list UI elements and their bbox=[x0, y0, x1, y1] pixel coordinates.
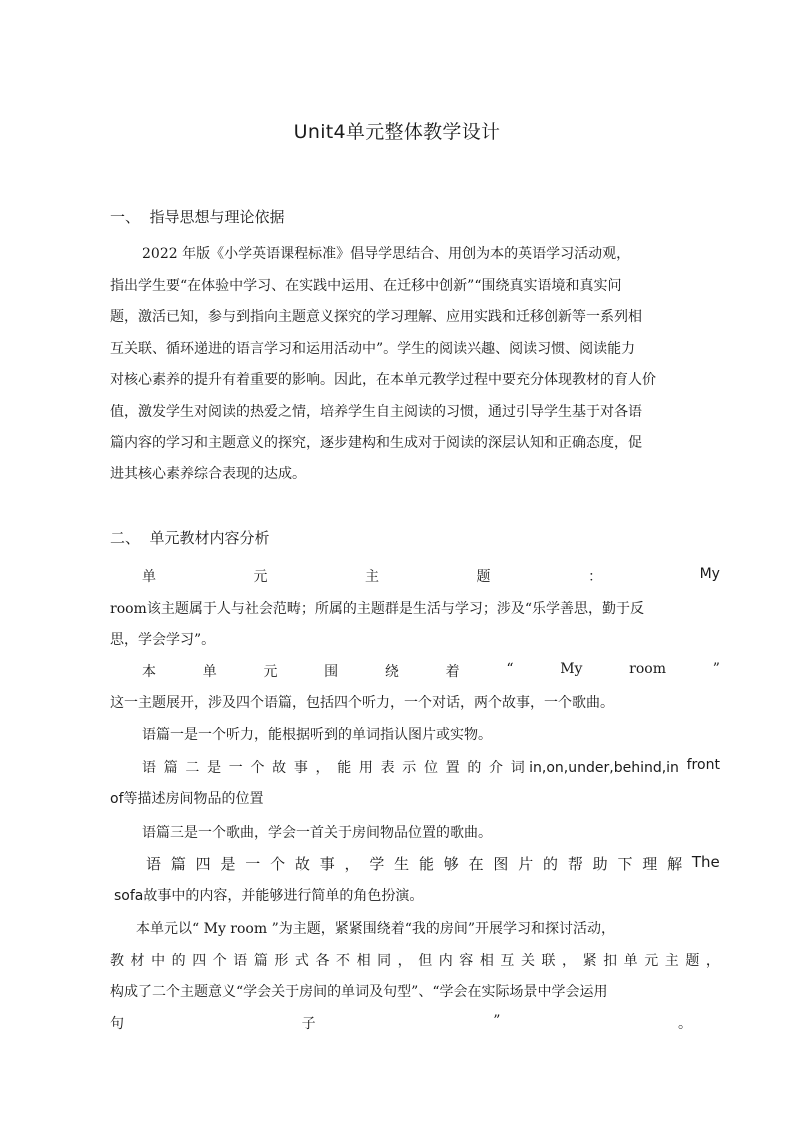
text-fragment: 的 bbox=[171, 953, 186, 969]
text-fragment: 单 bbox=[623, 953, 638, 969]
text-fragment: 学 bbox=[369, 855, 385, 873]
text-fragment: 句 bbox=[110, 1016, 124, 1032]
text-fragment: 着 bbox=[445, 664, 460, 680]
text-fragment: 用 bbox=[358, 760, 373, 776]
text-fragment: 内 bbox=[438, 953, 453, 969]
text-fragment: 四 bbox=[192, 953, 207, 969]
text-fragment: 助 bbox=[592, 855, 608, 873]
text-fragment: front bbox=[686, 757, 720, 773]
text-fragment: 介 bbox=[489, 760, 503, 776]
text-fragment: 能 bbox=[418, 855, 434, 873]
text-fragment: 帮 bbox=[567, 855, 583, 873]
justified-line-text4 bbox=[146, 853, 720, 874]
text-fragment: ： bbox=[588, 569, 603, 585]
text-fragment: “ bbox=[506, 661, 514, 677]
text-fragment: 置 bbox=[445, 760, 460, 776]
paragraph-line: 互关联、循环递进的语言学习和运用活动中”。学生的阅读兴趣、阅读习惯、阅读能力 bbox=[110, 341, 636, 357]
text-fragment: 元 bbox=[644, 953, 659, 969]
text-fragment: 一 bbox=[245, 855, 261, 873]
text-fragment: 中 bbox=[151, 953, 166, 969]
paragraph-line: 值，激发学生对阅读的热爱之情，培养学生自主阅读的习惯，通过引导学生基于对各语 bbox=[110, 404, 642, 420]
text-fragment: 语 bbox=[146, 855, 162, 873]
paragraph-line: 指出学生要“在体验中学习、在实践中运用、在迁移中创新”“围绕真实语境和真实问 bbox=[110, 278, 622, 294]
justified-line-around bbox=[142, 661, 720, 681]
paragraph-line: 题，激活已知，参与到指向主题意义探究的学习理解、应用实践和迁移创新等一系列相 bbox=[110, 309, 642, 325]
text-fragment: 是 bbox=[220, 855, 236, 873]
text-fragment: My bbox=[699, 566, 720, 582]
text-fragment: 词 in,on,under,behind,in bbox=[510, 760, 679, 776]
paragraph-line: 构成了二个主题意义“学会关于房间的单词及句型”、“学会在实际场景中学会运用 bbox=[110, 984, 608, 1000]
text-fragment: 篇 bbox=[253, 953, 268, 969]
text-fragment: room bbox=[629, 661, 666, 677]
text-fragment: 元 bbox=[263, 664, 278, 680]
text-fragment: ” bbox=[712, 661, 720, 677]
text-fragment: 是 bbox=[207, 760, 222, 776]
paragraph-line: 这一主题展开，涉及四个语篇，包括四个听力，一个对话，两个故事，一个歌曲。 bbox=[110, 695, 614, 711]
text-fragment: 单 bbox=[202, 664, 217, 680]
text-fragment: 表 bbox=[380, 760, 395, 776]
paragraph-line: room该主题属于人与社会范畴；所属的主题群是生活与学习；涉及“乐学善思，勤于反 bbox=[110, 601, 644, 617]
text-fragment: 篇 bbox=[163, 760, 178, 776]
text-fragment: ， bbox=[562, 953, 577, 969]
text-fragment: 位 bbox=[423, 760, 438, 776]
justified-line-summary4 bbox=[110, 1013, 692, 1033]
text-fragment: 相 bbox=[479, 953, 494, 969]
text-fragment: 理 bbox=[642, 855, 658, 873]
text-fragment: 主 bbox=[365, 569, 380, 585]
text-fragment: 解 bbox=[667, 855, 683, 873]
text-fragment: 形 bbox=[274, 953, 289, 969]
text-fragment: 联 bbox=[541, 953, 556, 969]
text-fragment: 语 bbox=[142, 760, 156, 776]
text-fragment: 的 bbox=[467, 760, 482, 776]
text-fragment: 同 bbox=[377, 953, 392, 969]
paragraph-line: 语篇三是一个歌曲，学会一首关于房间物品位置的歌曲。 bbox=[142, 825, 492, 841]
justified-line-text2 bbox=[142, 757, 720, 777]
paragraph-line: 篇内容的学习和主题意义的探究，逐步建构和生成对于阅读的深层认知和正确态度，促 bbox=[110, 435, 642, 451]
text-fragment: 不 bbox=[336, 953, 351, 969]
text-fragment: 生 bbox=[394, 855, 410, 873]
paragraph-line: 2022 年版《小学英语课程标准》倡导学思结合、用创为本的英语学习活动观， bbox=[142, 246, 631, 262]
text-fragment: My bbox=[560, 661, 583, 677]
justified-line-summary2 bbox=[110, 950, 720, 970]
text-fragment: 题 bbox=[685, 953, 700, 969]
text-fragment: 但 bbox=[418, 953, 433, 969]
text-fragment: 故 bbox=[294, 855, 310, 873]
text-fragment: 能 bbox=[337, 760, 352, 776]
text-fragment: 个 bbox=[250, 760, 265, 776]
text-fragment: 各 bbox=[315, 953, 330, 969]
text-fragment: 相 bbox=[356, 953, 371, 969]
text-fragment: 二 bbox=[185, 760, 200, 776]
text-fragment: 子 bbox=[301, 1016, 316, 1032]
text-fragment: 。 bbox=[678, 1016, 692, 1032]
text-fragment: 紧 bbox=[582, 953, 597, 969]
text-fragment: 在 bbox=[468, 855, 484, 873]
text-fragment: 语 bbox=[233, 953, 248, 969]
text-fragment: 图 bbox=[493, 855, 509, 873]
text-fragment: 题 bbox=[476, 569, 491, 585]
text-fragment: The bbox=[691, 853, 720, 871]
text-fragment: 够 bbox=[443, 855, 459, 873]
text-fragment: 个 bbox=[212, 953, 227, 969]
section-heading-guiding-ideology: 一、 指导思想与理论依据 bbox=[110, 208, 285, 226]
text-fragment: 教 bbox=[110, 953, 124, 969]
paragraph-line: of等描述房间物品的位置 bbox=[110, 791, 264, 807]
text-fragment: 示 bbox=[402, 760, 417, 776]
section-heading-content-analysis: 二、 单元教材内容分析 bbox=[110, 529, 270, 547]
paragraph-line: 语篇一是一个听力，能根据听到的单词指认图片或实物。 bbox=[142, 727, 492, 743]
paragraph-line: 对核心素养的提升有着重要的影响。因此，在本单元教学过程中要充分体现教材的育人价 bbox=[110, 372, 656, 388]
text-fragment: ， bbox=[705, 953, 720, 969]
text-fragment: ， bbox=[315, 760, 330, 776]
text-fragment: 一 bbox=[228, 760, 243, 776]
text-fragment: 的 bbox=[543, 855, 559, 873]
text-fragment: 片 bbox=[518, 855, 534, 873]
text-fragment: 事 bbox=[293, 760, 308, 776]
paragraph-line: 思，学会学习”。 bbox=[110, 632, 216, 648]
text-fragment: ， bbox=[344, 855, 360, 873]
text-fragment: 扣 bbox=[603, 953, 618, 969]
text-fragment: 材 bbox=[130, 953, 145, 969]
text-fragment: 绕 bbox=[384, 664, 399, 680]
text-fragment: 本 bbox=[142, 664, 156, 680]
text-fragment: 四 bbox=[195, 855, 211, 873]
paragraph-line: 进其核心素养综合表现的达成。 bbox=[110, 466, 306, 482]
text-fragment: 式 bbox=[294, 953, 309, 969]
text-fragment: 故 bbox=[272, 760, 287, 776]
text-fragment: 关 bbox=[520, 953, 535, 969]
text-fragment: 互 bbox=[500, 953, 515, 969]
text-fragment: 主 bbox=[664, 953, 679, 969]
document-title: Unit4单元整体教学设计 bbox=[293, 121, 501, 143]
text-fragment: 下 bbox=[617, 855, 633, 873]
text-fragment: 篇 bbox=[170, 855, 186, 873]
text-fragment: ， bbox=[397, 953, 412, 969]
paragraph-line: 本单元以“ My room ”为主题，紧紧围绕着“我的房间”开展学习和探讨活动， bbox=[136, 921, 616, 937]
text-fragment: 个 bbox=[270, 855, 286, 873]
text-fragment: 单 bbox=[142, 569, 156, 585]
paragraph-line: sofa故事中的内容，并能够进行简单的角色扮演。 bbox=[114, 888, 424, 904]
text-fragment: 事 bbox=[319, 855, 335, 873]
text-fragment: ” bbox=[493, 1013, 501, 1029]
text-fragment: 容 bbox=[459, 953, 474, 969]
justified-line-theme bbox=[142, 566, 720, 586]
text-fragment: 围 bbox=[324, 664, 339, 680]
text-fragment: 元 bbox=[253, 569, 268, 585]
